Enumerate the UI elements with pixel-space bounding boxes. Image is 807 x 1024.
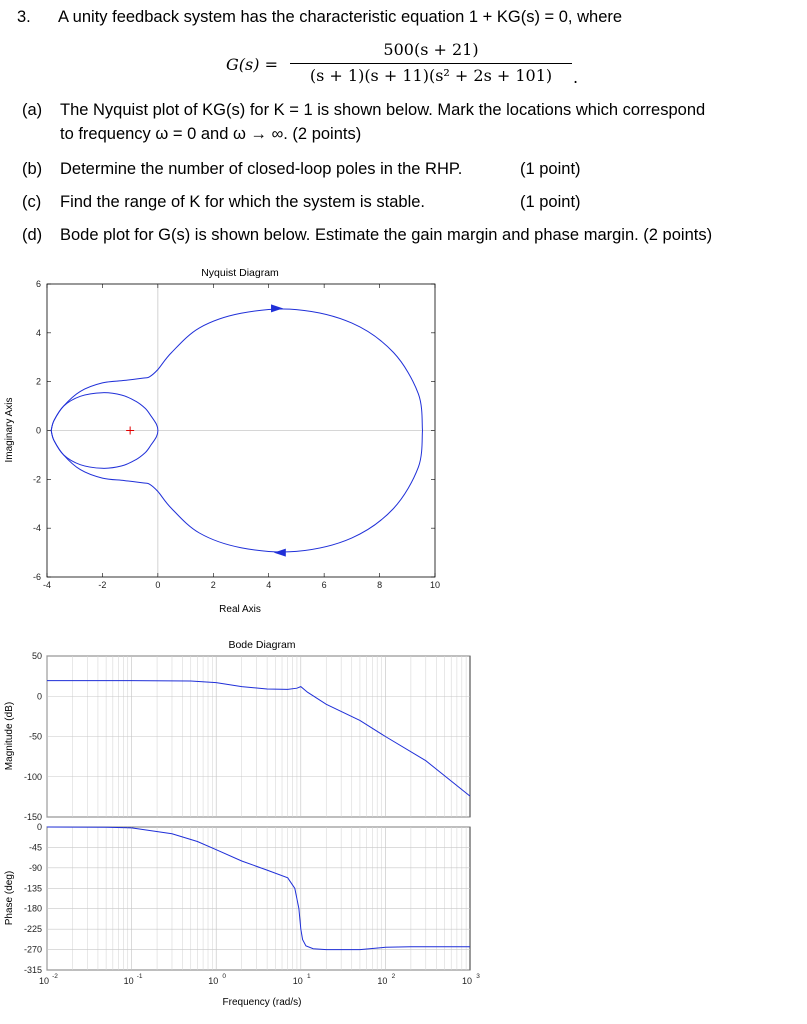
part-c-points: (1 point) [520,193,581,211]
nyquist-xtick-label: -2 [98,580,107,590]
phase-ytick-label: 0 [36,822,42,832]
phase-ytick-label: -180 [23,903,42,914]
transfer-function-numerator: 500(s + 21) [383,40,479,59]
magnitude-ytick-label: -50 [28,731,42,742]
magnitude-ytick-label: -150 [23,812,42,822]
nyquist-ylabel: Imaginary Axis [4,397,15,463]
part-b-points: (1 point) [520,160,581,178]
nyquist-ytick-label: 2 [35,376,41,387]
nyquist-curve-1 [51,309,422,430]
phase-ytick-label: -45 [28,842,42,853]
nyquist-ytick-label: -6 [32,572,41,582]
part-a-line1: The Nyquist plot of KG(s) for K = 1 is shown below. Mark the locations which correspond [60,101,706,119]
nyquist-title: Nyquist Diagram [201,267,279,279]
magnitude-ylabel: Magnitude (dB) [4,701,15,771]
transfer-function-denominator: (s + 1)(s + 11)(s² + 2s + 101) [309,66,553,85]
nyquist-ytick-label: 4 [35,327,41,338]
bode-xtick-label: 10 [292,976,303,986]
bode-xtick-exponent: -1 [136,973,143,980]
nyquist-direction-arrow-0 [271,304,283,312]
bode-plot [0,634,807,1024]
transfer-function-lhs: G(s) = [226,55,278,74]
nyquist-xtick-label: -4 [42,580,52,590]
nyquist-ytick-label: -4 [32,523,41,534]
bode-xlabel: Frequency (rad/s) [222,997,302,1008]
nyquist-xlabel: Real Axis [219,604,261,615]
bode-xtick-label: 10 [38,976,50,986]
magnitude-ytick-label: 50 [31,651,42,661]
nyquist-ytick-label: 0 [35,425,41,436]
nyquist-xtick-label: 0 [155,580,161,590]
part-d-label: (d) [22,226,43,244]
phase-ytick-label: -270 [23,944,42,955]
bode-xtick-label: 10 [461,976,473,986]
problem-number: 3. [17,8,31,26]
part-c-label: (c) [22,193,42,211]
phase-axes-box [47,827,470,970]
nyquist-xtick-label: 10 [429,580,441,590]
nyquist-ytick-label: 6 [35,279,41,289]
bode-xtick-label: 10 [377,976,388,986]
nyquist-plot [0,262,807,615]
part-c-text: Find the range of K for which the system is stable. [60,193,426,211]
phase-ytick-label: -135 [23,883,42,894]
bode-xtick-label: 10 [208,976,219,986]
phase-ytick-label: -90 [28,862,42,873]
part-d-text: Bode plot for G(s) is shown below. Estimate the gain margin and phase margin. (2 points) [60,226,713,244]
bode-xtick-exponent: 0 [222,973,227,980]
nyquist-xtick-label: 8 [377,580,383,590]
nyquist-curve-0 [51,431,422,552]
problem-intro: A unity feedback system has the characteristic equation 1 + KG(s) = 0, where [58,8,623,26]
part-a-line2: to frequency ω = 0 and ω → ∞. (2 points) [60,125,362,143]
bode-xtick-exponent: 2 [391,973,396,980]
nyquist-ytick-label: -2 [32,474,41,485]
phase-ylabel: Phase (deg) [4,870,15,926]
magnitude-ytick-label: 0 [36,691,42,702]
magnitude-ytick-label: -100 [23,771,42,782]
bode-title: Bode Diagram [228,639,296,651]
phase-ytick-label: -225 [23,924,42,935]
phase-ytick-label: -315 [23,965,42,975]
part-b-text: Determine the number of closed-loop poles in the RHP. [60,160,463,178]
nyquist-xtick-label: 2 [210,580,216,590]
nyquist-xtick-label: 4 [266,580,272,590]
transfer-function-period: . [573,68,579,87]
magnitude-curve [47,681,470,797]
part-a-label: (a) [22,101,43,119]
nyquist-direction-arrow-1 [274,549,286,557]
part-b-label: (b) [22,160,43,178]
fraction-bar [290,63,572,64]
nyquist-xtick-label: 6 [321,580,327,590]
bode-xtick-exponent: 3 [476,973,480,980]
bode-xtick-exponent: 1 [306,973,311,980]
bode-xtick-exponent: -2 [52,973,58,980]
bode-xtick-label: 10 [123,976,134,986]
